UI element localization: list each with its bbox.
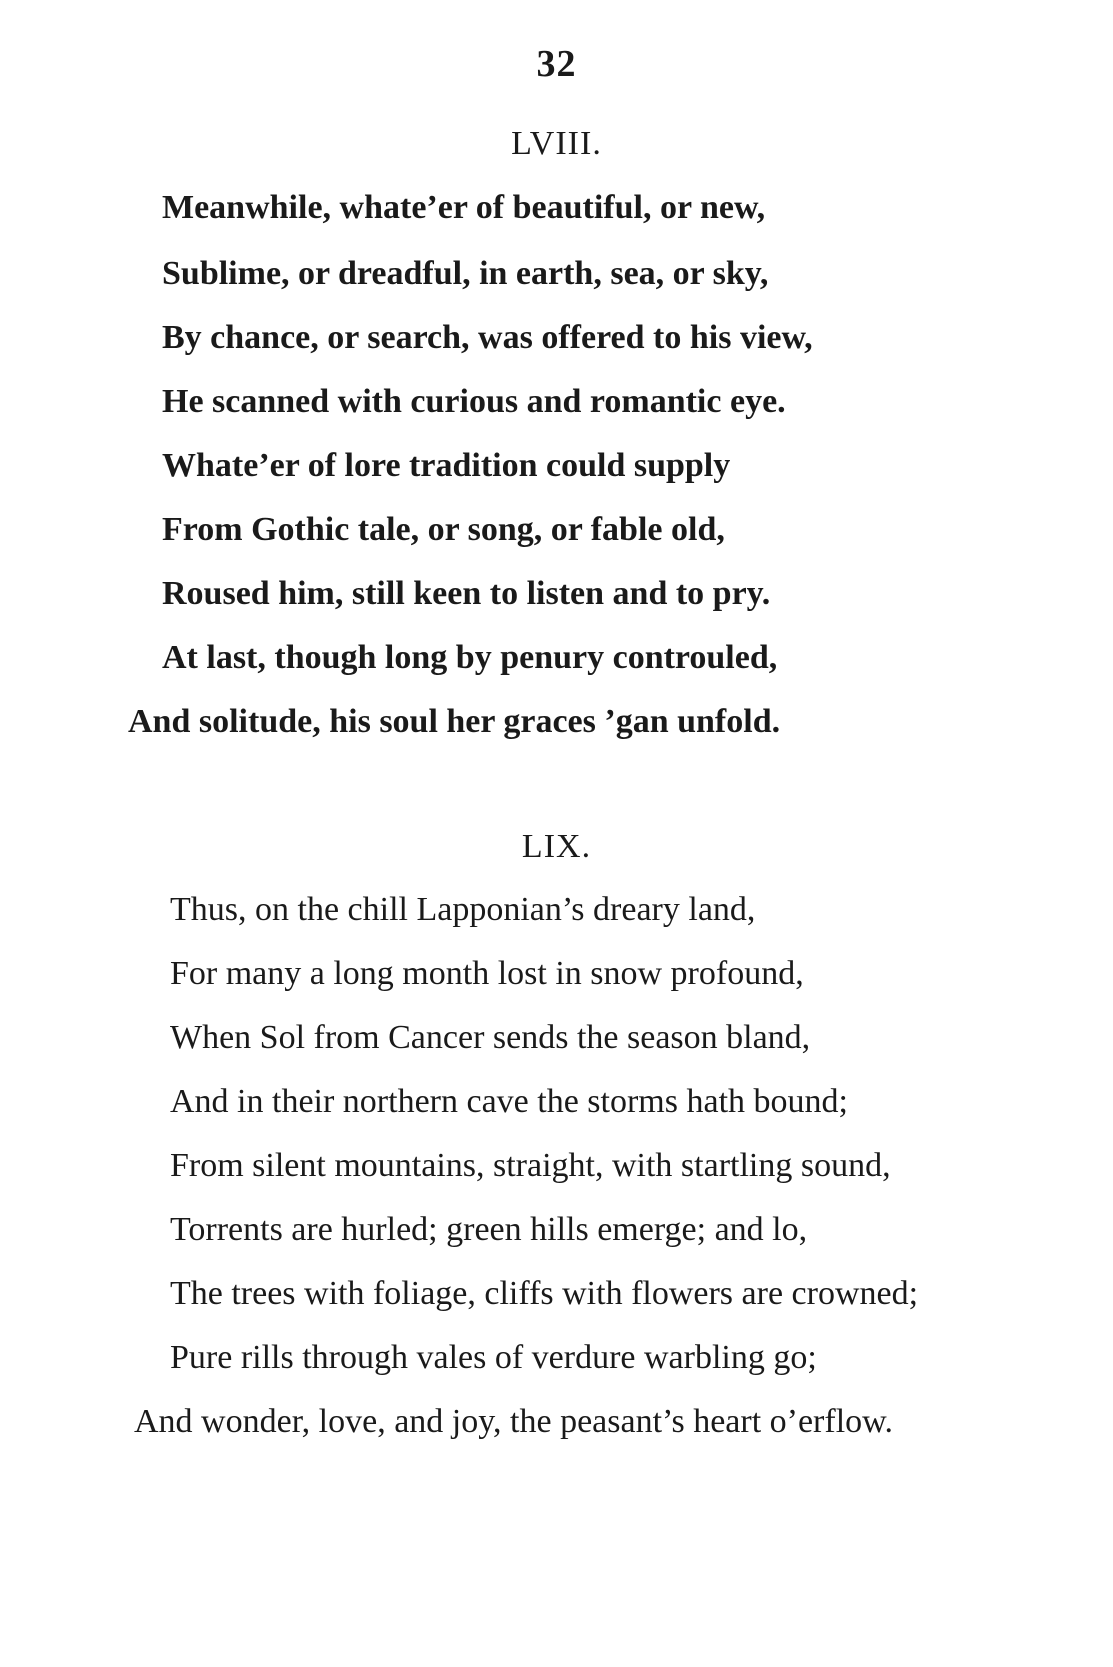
poem-line: From Gothic tale, or song, or fable old, — [162, 511, 725, 548]
poem-line: From silent mountains, straight, with startling sound, — [170, 1147, 891, 1184]
stanza-number: LVIII. — [511, 125, 602, 162]
poem-line: And in their northern cave the storms hath bound; — [170, 1083, 848, 1120]
poem-line: Pure rills through vales of verdure warbling go; — [170, 1339, 817, 1376]
poem-line: Torrents are hurled; green hills emerge; and lo, — [170, 1211, 808, 1248]
poem-line: Whate’er of lore tradition could supply — [162, 447, 731, 484]
poem-line: When Sol from Cancer sends the season bland, — [170, 1019, 811, 1056]
poem-line: He scanned with curious and romantic eye. — [162, 383, 786, 420]
poem-line: By chance, or search, was offered to his view, — [162, 319, 813, 356]
poem-line: And solitude, his soul her graces ’gan unfold. — [128, 703, 781, 740]
poem-line: The trees with foliage, cliffs with flowers are crowned; — [170, 1275, 919, 1312]
poem-line: And wonder, love, and joy, the peasant’s heart o’erflow. — [134, 1403, 893, 1440]
poem-line: Meanwhile, whate’er of beautiful, or new, — [162, 189, 766, 226]
page-number: 32 — [536, 43, 577, 85]
poem-line: Thus, on the chill Lapponian’s dreary land, — [170, 891, 756, 928]
poem-line: Roused him, still keen to listen and to pry. — [162, 575, 771, 612]
poem-line: For many a long month lost in snow profound, — [170, 955, 804, 992]
poem-line: Sublime, or dreadful, in earth, sea, or sky, — [162, 255, 769, 292]
poem-line: At last, though long by penury controuled, — [162, 639, 778, 676]
stanza-number: LIX. — [521, 828, 592, 865]
